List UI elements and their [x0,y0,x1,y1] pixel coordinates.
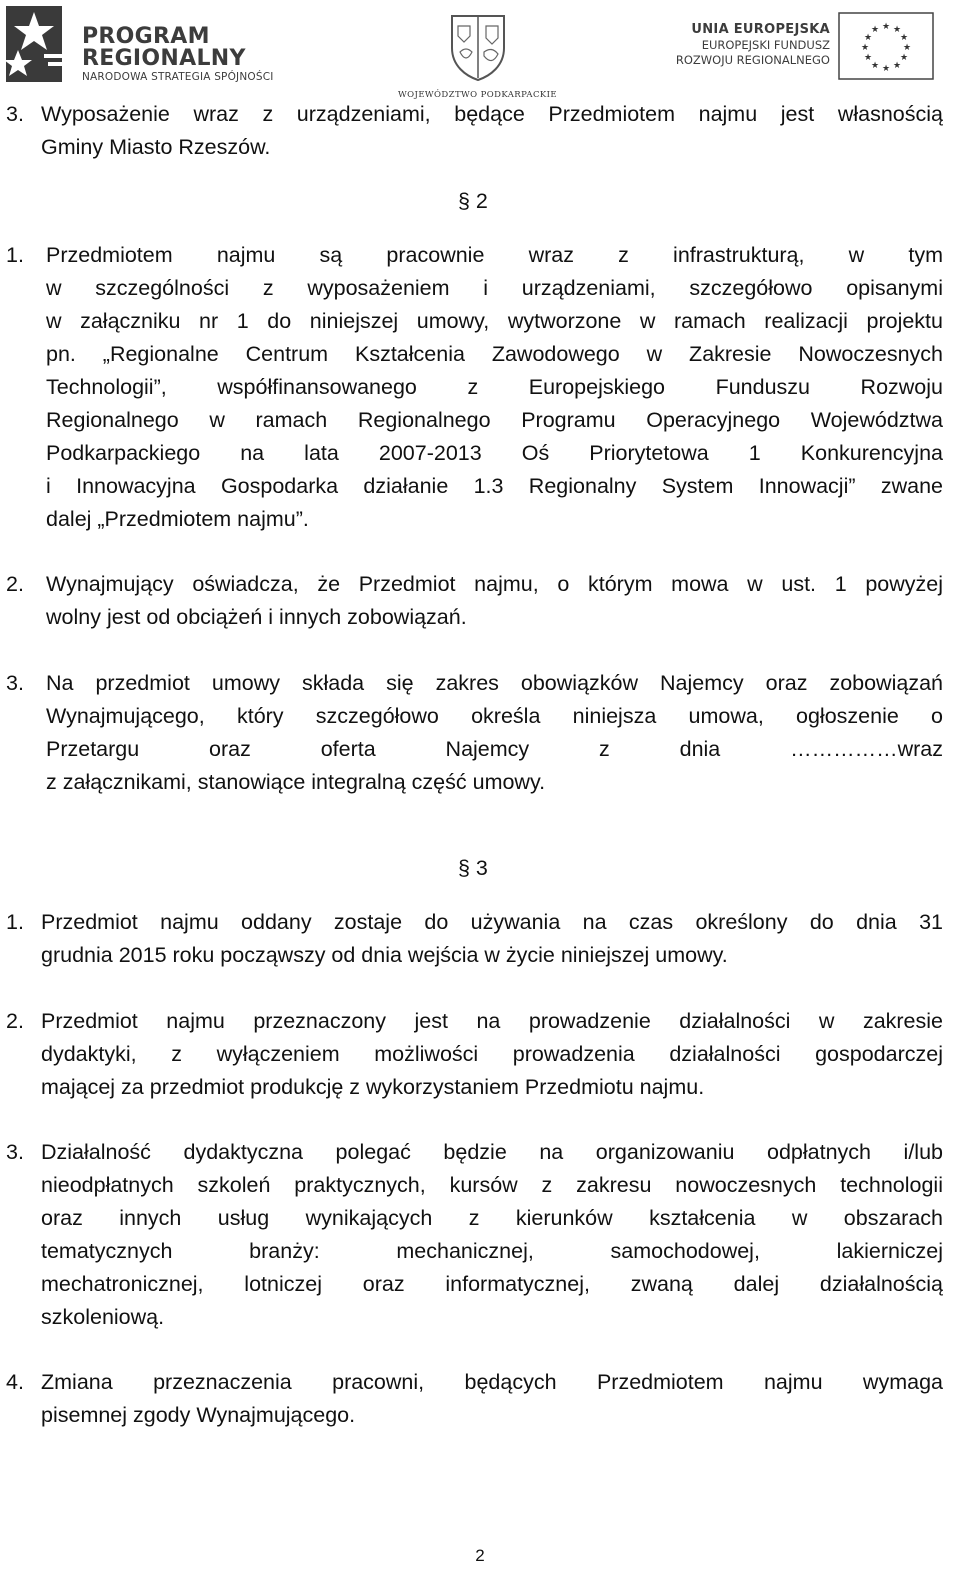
svg-text:★: ★ [863,33,873,43]
paragraph-s3-1 [41,906,943,972]
text-line: Wyposażenie wraz z urządzeniami, będące Przedmiotem najmu jest własnością [41,102,943,126]
svg-text:★: ★ [899,33,909,43]
item-number: 3. [6,102,24,126]
item-number: 1. [6,243,24,267]
text-line: Działalność dydaktyczna polegać będzie na organizowaniu odpłatnych i/lub [41,1140,943,1164]
svg-text:★: ★ [892,61,902,71]
item-number: 2. [6,572,24,596]
section-heading-3: § 3 [458,856,488,880]
section-heading-2: § 2 [458,189,488,213]
text-line: z załącznikami, stanowiące integralną część umowy. [46,770,546,794]
svg-text:★: ★ [863,53,873,63]
svg-text:★: ★ [892,25,902,35]
paragraph-s3-3 [41,1136,943,1334]
text-line: pn. „Regionalne Centrum Kształcenia Zawodowego w Zakresie Nowoczesnych [46,342,943,366]
item-number: 1. [6,910,24,934]
paragraph-s2-1 [46,239,943,536]
item-number: 3. [6,671,24,695]
text-line: w załączniku nr 1 do niniejszej umowy, wytworzone w ramach realizacji projektu [46,309,943,333]
svg-text:★: ★ [860,43,870,53]
program-subtitle: NARODOWA STRATEGIA SPÓJNOŚCI [82,71,274,83]
text-line: tematycznych branży: mechanicznej, samochodowej, lakierniczej [41,1239,943,1263]
text-line: wolny jest od obciążeń i innych zobowiązań. [46,605,467,629]
page-number: 2 [475,1546,485,1565]
text-line: dydaktyki, z wyłączeniem możliwości prowadzenia działalności gospodarczej [41,1042,943,1066]
svg-text:★: ★ [881,22,891,32]
text-line: oraz innych usług wynikających z kierunków kształcenia w obszarach [41,1206,943,1230]
text-line: Przetargu oraz oferta Najemcy z dnia ……………wraz [46,737,943,761]
paragraph-s2-2 [46,568,943,634]
item-number: 3. [6,1140,24,1164]
eu-line1: UNIA EUROPEJSKA [691,22,830,37]
text-line: nieodpłatnych szkoleń praktycznych, kursów z zakresu nowoczesnych technologii [41,1173,943,1197]
paragraph-s3-4 [41,1366,943,1432]
text-line: Na przedmiot umowy składa się zakres obowiązków Najemcy oraz zobowiązań [46,671,943,695]
svg-text:★: ★ [870,61,880,71]
program-title-line2: REGIONALNY [82,46,246,71]
eu-line2: EUROPEJSKI FUNDUSZ [701,38,830,52]
paragraph-s2-3 [46,667,943,799]
program-title-line1: PROGRAM [82,24,210,49]
text-line: Wynajmujący oświadcza, że Przedmiot najmu, o którym mowa w ust. 1 powyżej [46,572,943,596]
text-line: w szczególności z wyposażeniem i urządzeniami, szczegółowo opisanymi [46,276,943,300]
text-line: Regionalnego w ramach Regionalnego Programu Operacyjnego Województwa [46,408,943,432]
item-number: 2. [6,1009,24,1033]
item-number: 4. [6,1370,24,1394]
text-line: mechatronicznej, lotniczej oraz informatycznej, zwaną dalej działalnością [41,1272,943,1296]
paragraph-prev-3 [41,98,943,164]
svg-text:★: ★ [899,53,909,63]
text-line: Przedmiot najmu oddany zostaje do używania na czas określony do dnia 31 [41,910,943,934]
text-line: mającej za przedmiot produkcję z wykorzystaniem Przedmiotu najmu. [41,1075,705,1099]
text-line: dalej „Przedmiotem najmu”. [46,507,309,531]
text-line: Przedmiotem najmu są pracownie wraz z infrastrukturą, w tym [46,243,943,267]
text-line: i Innowacyjna Gospodarka działanie 1.3 Regionalny System Innowacji” zwane [46,474,943,498]
text-line: Technologii”, współfinansowanego z Europejskiego Funduszu Rozwoju [46,375,943,399]
text-line: Gminy Miasto Rzeszów. [41,135,271,159]
svg-text:★: ★ [881,64,891,74]
text-line: pisemnej zgody Wynajmującego. [41,1403,356,1427]
text-line: Podkarpackiego na lata 2007-2013 Oś Priorytetowa 1 Konkurencyjna [46,441,943,465]
text-line: Przedmiot najmu przeznaczony jest na prowadzenie działalności w zakresie [41,1009,943,1033]
text-line: Zmiana przeznaczenia pracowni, będących Przedmiotem najmu wymaga [41,1370,943,1394]
paragraph-s3-2 [41,1005,943,1104]
text-line: szkoleniową. [41,1305,165,1329]
svg-text:★: ★ [870,25,880,35]
text-line: grudnia 2015 roku począwszy od dnia wejścia w życie niniejszej umowy. [41,943,728,967]
region-caption: WOJEWÓDZTWO PODKARPACKIE [398,90,557,100]
svg-text:★: ★ [902,43,912,53]
text-line: Wynajmującego, który szczegółowo określa niniejsza umowa, ogłoszenie o [46,704,943,728]
eu-line3: ROZWOJU REGIONALNEGO [675,53,830,67]
